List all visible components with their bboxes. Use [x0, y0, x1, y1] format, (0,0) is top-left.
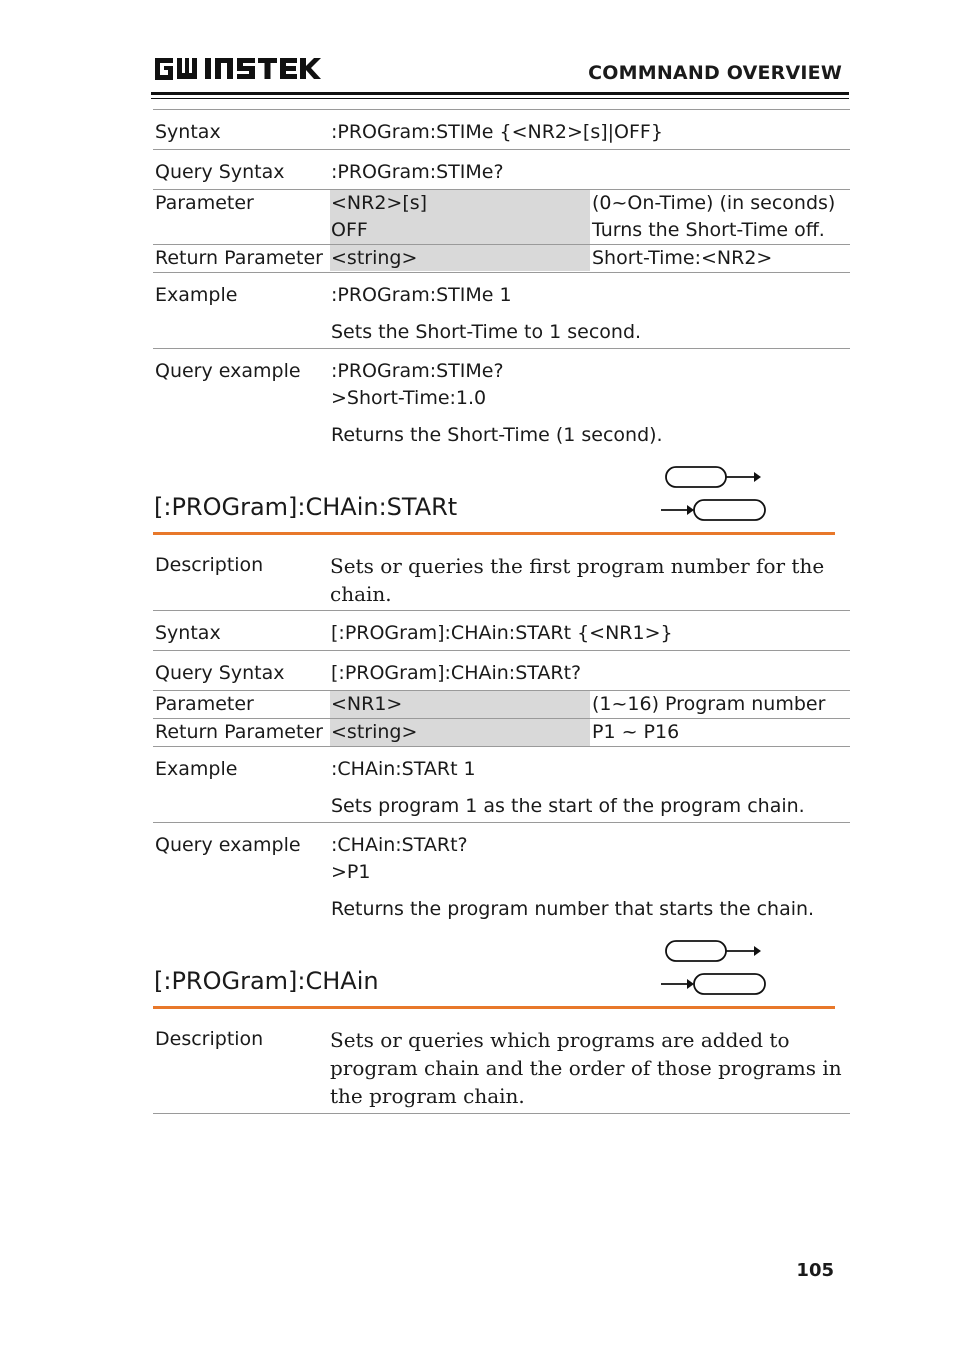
query-example-value: :CHAin:STARt?	[331, 834, 468, 856]
gw-instek-logo	[153, 54, 323, 82]
parameter-value: <NR1>	[331, 693, 403, 715]
syntax-value: [:PROGram]:CHAin:STARt {<NR1>}	[331, 622, 673, 644]
description-label: Description	[155, 1028, 264, 1050]
divider	[153, 746, 850, 747]
set-query-icon	[660, 938, 770, 996]
query-example-label: Query example	[155, 360, 301, 382]
header-rule-thin	[151, 98, 849, 99]
return-parameter-desc: Short-Time:<NR2>	[592, 247, 773, 269]
divider	[153, 610, 850, 611]
query-syntax-label: Query Syntax	[155, 662, 285, 684]
section-title: [:PROGram]:CHAin:STARt	[154, 493, 458, 521]
return-parameter-label: Return Parameter	[155, 721, 323, 743]
description-text: Sets or queries which programs are added to	[330, 1028, 790, 1052]
return-parameter-value: <string>	[331, 247, 418, 269]
parameter-desc: (1~16) Program number	[592, 693, 826, 715]
description-text: the program chain.	[330, 1084, 525, 1108]
example-label: Example	[155, 758, 238, 780]
query-response: >P1	[331, 861, 371, 883]
divider	[153, 822, 850, 823]
return-parameter-value: <string>	[331, 721, 418, 743]
return-parameter-desc: P1 ~ P16	[592, 721, 680, 743]
divider	[153, 109, 850, 110]
syntax-label: Syntax	[155, 121, 221, 143]
divider	[153, 272, 850, 273]
parameter-label: Parameter	[155, 192, 254, 214]
section-rule	[153, 1006, 835, 1009]
section-rule	[153, 532, 835, 535]
query-example-label: Query example	[155, 834, 301, 856]
description-text: chain.	[330, 582, 392, 606]
divider	[153, 348, 850, 349]
syntax-value: :PROGram:STIMe {<NR2>[s]|OFF}	[331, 121, 663, 143]
parameter-value: OFF	[331, 219, 368, 241]
example-desc: Sets the Short-Time to 1 second.	[331, 321, 642, 343]
query-syntax-value: :PROGram:STIMe?	[331, 161, 504, 183]
parameter-desc: Turns the Short-Time off.	[592, 219, 825, 241]
header-title: COMMNAND OVERVIEW	[588, 62, 842, 84]
example-value: :PROGram:STIMe 1	[331, 284, 512, 306]
query-response: >Short-Time:1.0	[331, 387, 487, 409]
example-label: Example	[155, 284, 238, 306]
divider	[153, 1113, 850, 1114]
description-text: Sets or queries the first program number for the	[330, 554, 825, 578]
description-label: Description	[155, 554, 264, 576]
description-text: program chain and the order of those programs in	[330, 1056, 842, 1080]
query-example-desc: Returns the Short-Time (1 second).	[331, 424, 663, 446]
query-example-desc: Returns the program number that starts the chain.	[331, 898, 815, 920]
query-syntax-label: Query Syntax	[155, 161, 285, 183]
set-query-icon	[660, 464, 770, 522]
parameter-desc: (0~On-Time) (in seconds)	[592, 192, 836, 214]
divider	[153, 650, 850, 651]
query-example-value: :PROGram:STIMe?	[331, 360, 504, 382]
page-number: 105	[796, 1260, 834, 1281]
parameter-label: Parameter	[155, 693, 254, 715]
example-value: :CHAin:STARt 1	[331, 758, 476, 780]
query-syntax-value: [:PROGram]:CHAin:STARt?	[331, 662, 582, 684]
syntax-label: Syntax	[155, 622, 221, 644]
parameter-value: <NR2>[s]	[331, 192, 428, 214]
section-title: [:PROGram]:CHAin	[154, 967, 379, 995]
header-rule	[151, 92, 849, 95]
divider	[153, 149, 850, 150]
example-desc: Sets program 1 as the start of the program chain.	[331, 795, 805, 817]
return-parameter-label: Return Parameter	[155, 247, 323, 269]
